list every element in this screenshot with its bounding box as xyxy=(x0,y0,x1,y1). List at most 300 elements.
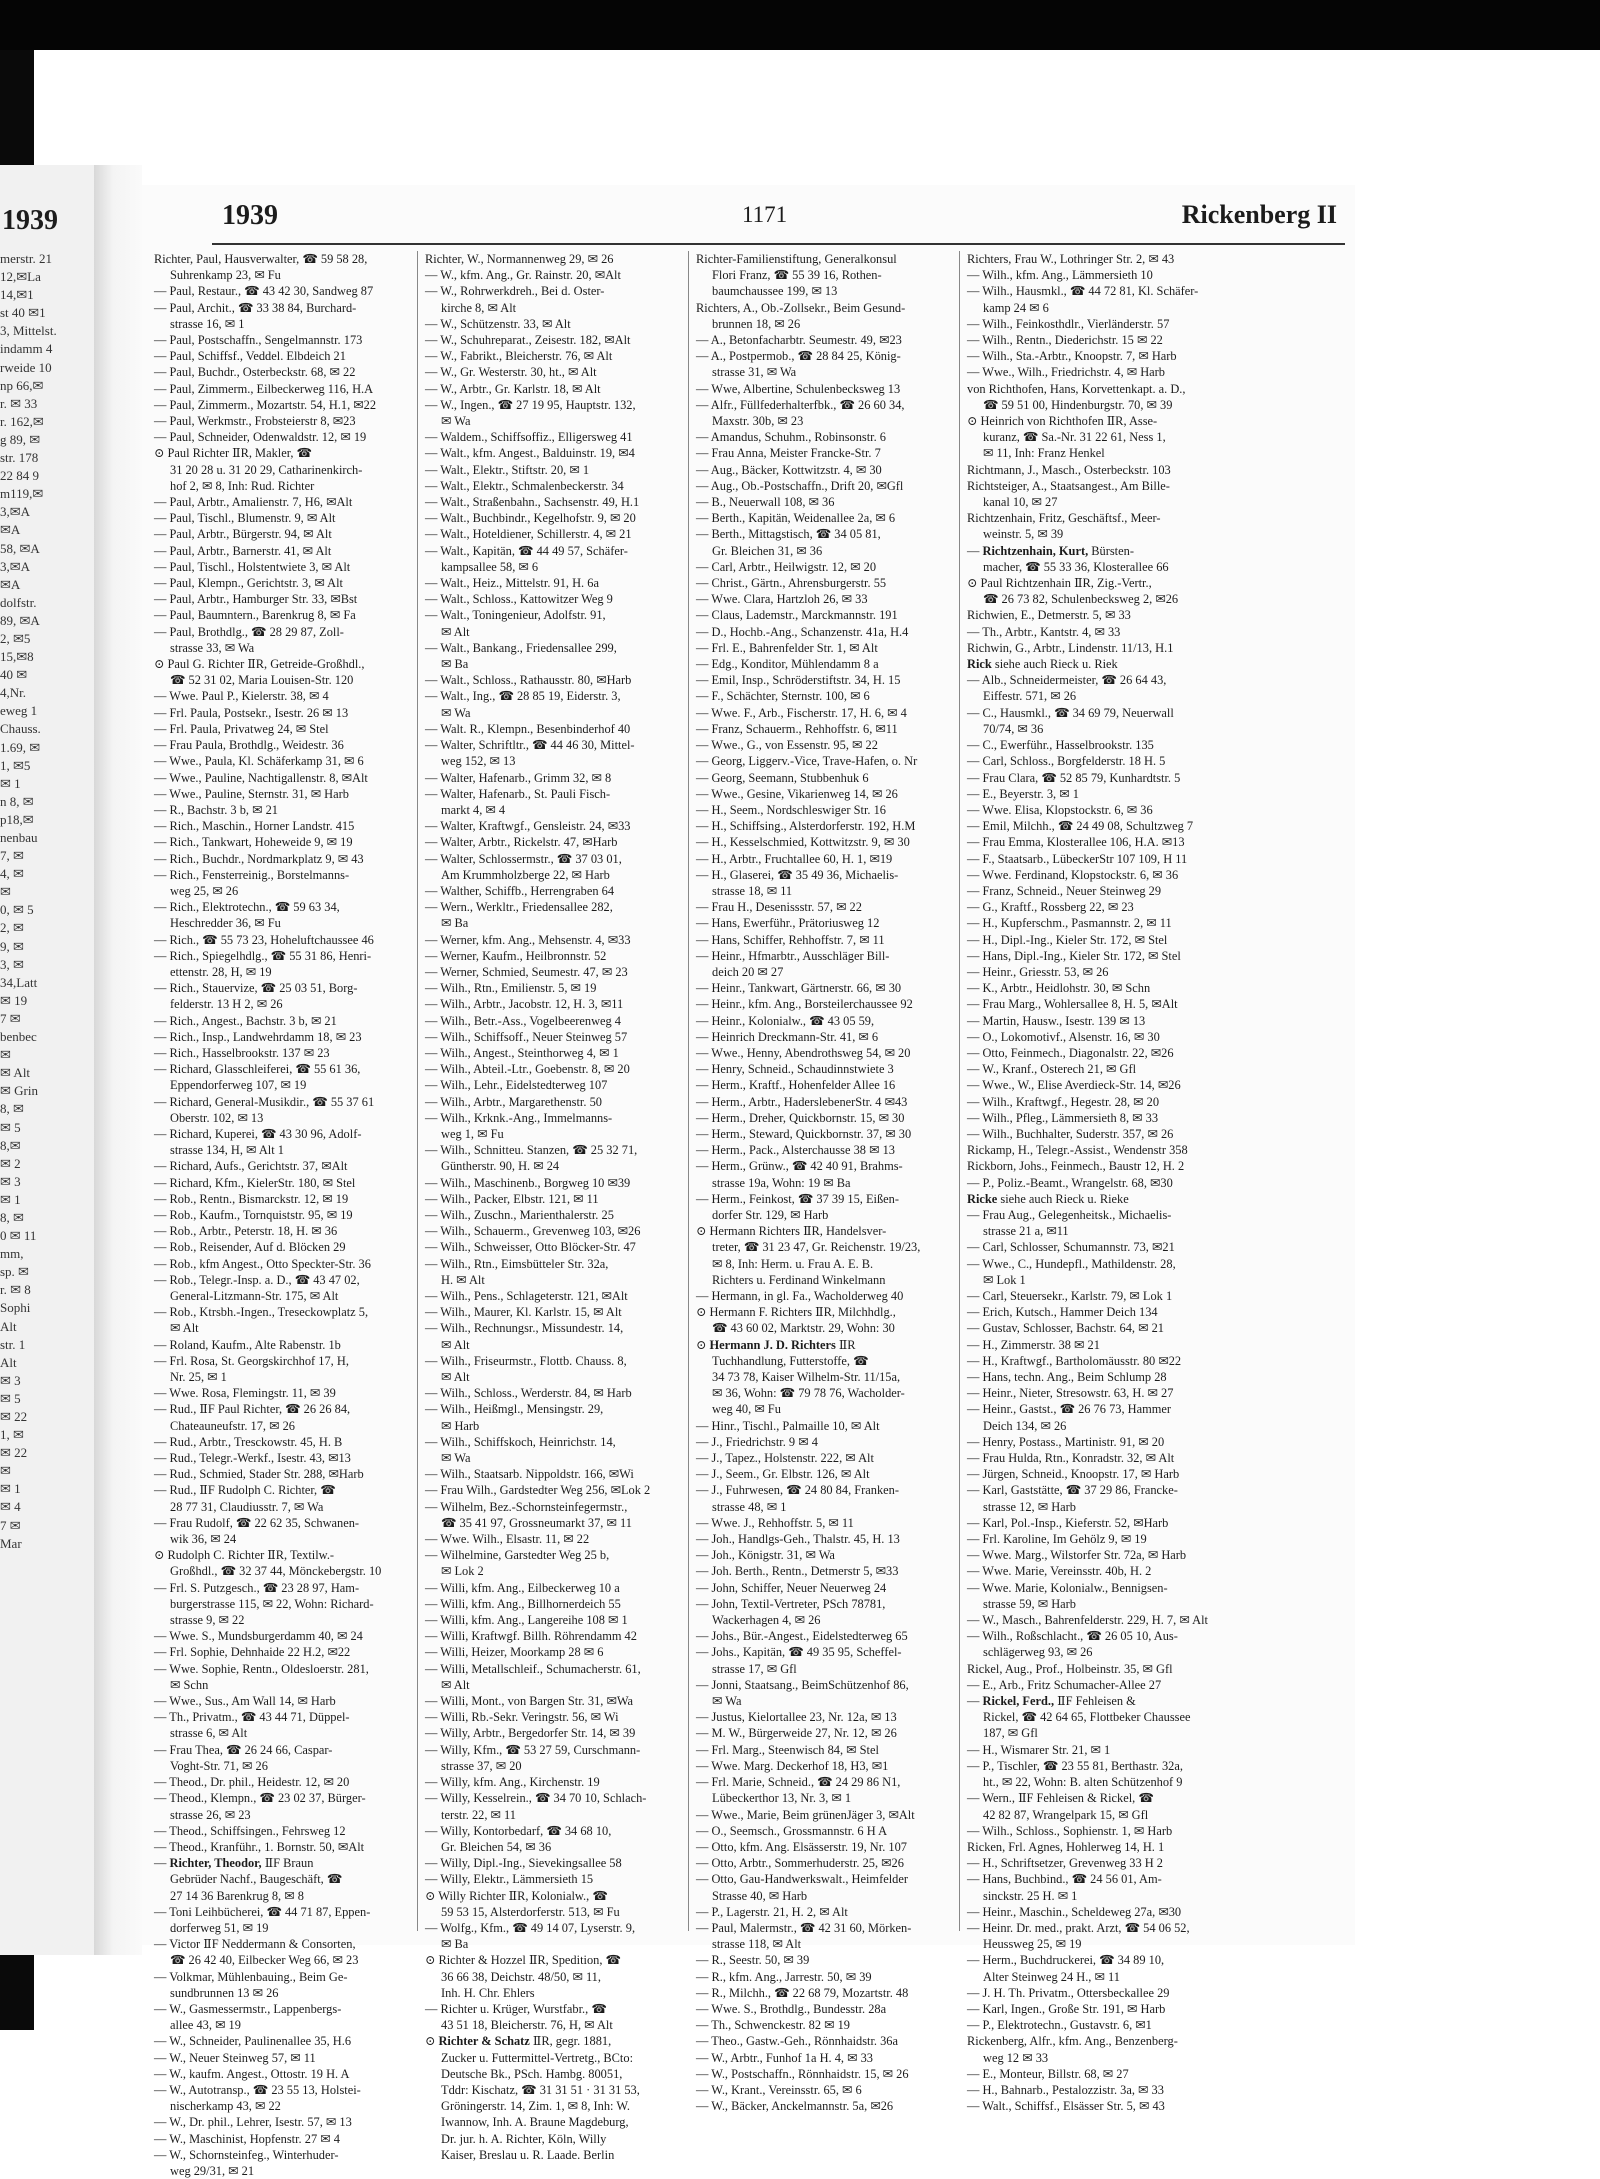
directory-entry-line: strasse 118, ✉ Alt xyxy=(712,1937,802,1952)
previous-page-line: 40 ✉ xyxy=(0,667,28,683)
directory-entry-line: ✉ Lok 2 xyxy=(441,1564,484,1579)
directory-entry-line: ⊙ Rudolph C. Richter ⅡR, Textilw.- xyxy=(154,1548,335,1563)
directory-entry-line: strasse 17, ✉ Gfl xyxy=(712,1661,797,1676)
directory-entry-line: ✉ Alt xyxy=(441,1370,470,1385)
directory-entry-line: — Frau Anna, Meister Francke-Str. 7 xyxy=(696,446,881,461)
directory-entry-line: — Heinr., Hfmarbtr., Ausschläger Bill- xyxy=(696,948,890,963)
directory-entry-line: strasse 59, ✉ Harb xyxy=(983,1596,1076,1611)
directory-entry-line: — Frl. Marie, Schneid., ☎ 24 29 86 N1, xyxy=(696,1775,901,1790)
previous-page-line: 1, ✉ xyxy=(0,1427,24,1443)
directory-entry-line: Heussweg 25, ✉ 19 xyxy=(983,1937,1082,1952)
column-divider xyxy=(688,251,689,1931)
previous-page-line: benbec xyxy=(0,1029,37,1045)
directory-entry-line: — Otto, Feinmech., Diagonalstr. 22, ✉26 xyxy=(967,1045,1174,1060)
directory-entry-line: Gr. Bleichen 31, ✉ 36 xyxy=(712,543,823,558)
directory-entry-line: — Rich., Maschin., Horner Landstr. 415 xyxy=(154,819,355,834)
directory-entry-line: — Willy, Kesselrein., ☎ 34 70 10, Schlach- xyxy=(425,1791,647,1806)
previous-page-line: ✉ Alt xyxy=(0,1065,31,1081)
previous-page-line: ✉ 5 xyxy=(0,1390,21,1406)
directory-entry-line: — Claus, Lademstr., Marckmannstr. 191 xyxy=(696,608,898,623)
directory-entry-line: — Willi, Rb.-Sekr. Veringstr. 56, ✉ Wi xyxy=(425,1710,619,1725)
previous-page-line: n 8, ✉ xyxy=(0,793,34,809)
directory-entry-line: 27 14 36 Barenkrug 8, ✉ 8 xyxy=(170,1888,304,1903)
directory-entry-line: baumchaussee 199, ✉ 13 xyxy=(712,284,838,299)
directory-entry-line: kamp 24 ✉ 6 xyxy=(983,300,1049,315)
directory-entry-line: — Walt., Schiffsf., Elsässer Str. 5, ✉ 43 xyxy=(967,2099,1165,2114)
directory-entry-line: ht., ✉ 22, Wohn: B. alten Schützenhof 9 xyxy=(983,1775,1183,1790)
previous-page-line: 4,Nr. xyxy=(0,685,26,701)
directory-entry-line: — Walt., Elektr., Stiftstr. 20, ✉ 1 xyxy=(425,462,590,477)
directory-entry-line: — P., Lagerstr. 21, H. 2, ✉ Alt xyxy=(696,1904,848,1919)
directory-entry-line: — Rich., Stauervize, ☎ 25 03 51, Borg- xyxy=(154,981,358,996)
directory-entry-line: — Walt., Ing., ☎ 28 85 19, Eiderstr. 3, xyxy=(425,689,621,704)
directory-entry-line: markt 4, ✉ 4 xyxy=(441,802,506,817)
directory-entry-line: — Wilh., Packer, Elbstr. 121, ✉ 11 xyxy=(425,1191,599,1206)
directory-entry-line: — W., Kranf., Osterech 21, ✉ Gfl xyxy=(967,1062,1137,1077)
directory-entry-line: kuranz, ☎ Sa.-Nr. 31 22 61, Ness 1, xyxy=(983,430,1166,445)
previous-page-line: ✉ 22 xyxy=(0,1445,28,1461)
directory-entry-line: Gebrüder Nachf., Baugeschäft, ☎ xyxy=(170,1872,343,1887)
directory-column-1 xyxy=(154,251,412,2178)
directory-entry-line: — Wilh., Roßschlacht., ☎ 26 05 10, Aus- xyxy=(967,1629,1178,1644)
directory-entry-line: — Th., Schwenckestr. 82 ✉ 19 xyxy=(696,2018,851,2033)
directory-entry-line: — Werner, Schmied, Seumestr. 47, ✉ 23 xyxy=(425,964,628,979)
directory-entry-line: — Wilh., Rechnungsr., Missundestr. 14, xyxy=(425,1321,624,1336)
directory-entry-line: — J., Seem., Gr. Elbstr. 126, ✉ Alt xyxy=(696,1467,870,1482)
directory-entry-line: — Rich., Insp., Landwehrdamm 18, ✉ 23 xyxy=(154,1029,362,1044)
directory-entry-line: — Joh. Berth., Rentn., Detmerstr 5, ✉33 xyxy=(696,1564,899,1579)
directory-entry-line: — Th., Arbtr., Kantstr. 4, ✉ 33 xyxy=(967,624,1121,639)
directory-entry-line: — Paul, Schneider, Odenwaldstr. 12, ✉ 19 xyxy=(154,430,367,445)
directory-entry-line: — C., Ewerführ., Hasselbrookstr. 135 xyxy=(967,738,1154,753)
directory-entry-line: Wackerhagen 4, ✉ 26 xyxy=(712,1613,821,1628)
directory-entry-line: — Richtzenhain, Kurt, Bürsten- xyxy=(967,543,1134,558)
directory-entry-line: — W., Schützenstr. 33, ✉ Alt xyxy=(425,316,571,331)
column-divider xyxy=(417,251,418,1931)
directory-entry-line: kirche 8, ✉ Alt xyxy=(441,300,517,315)
previous-page-line: mm, xyxy=(0,1246,24,1262)
directory-entry-line: — Paul, Werkmstr., Frobsteierstr 8, ✉23 xyxy=(154,414,356,429)
directory-entry-line: strasse 19a, Wohn: 19 ✉ Ba xyxy=(712,1175,851,1190)
directory-entry-line: — Rob., Reisender, Auf d. Blöcken 29 xyxy=(154,1240,346,1255)
directory-entry-line: — Walter, Arbtr., Rickelstr. 47, ✉Harb xyxy=(425,835,618,850)
directory-entry-line: Rickenberg, Alfr., kfm. Ang., Benzenberg- xyxy=(967,2034,1178,2049)
directory-entry-line: — W., Krant., Vereinsstr. 65, ✉ 6 xyxy=(696,2082,862,2097)
directory-entry-line: — O., Seemsch., Grossmannstr. 6 H A xyxy=(696,1823,888,1838)
directory-entry-line: — A., Betonfacharbtr. Seumestr. 49, ✉23 xyxy=(696,333,902,348)
directory-entry-line: — Walt., kfm. Angest., Balduinstr. 19, ✉4 xyxy=(425,446,635,461)
directory-entry-line: — H., Glaserei, ☎ 35 49 36, Michaelis- xyxy=(696,867,899,882)
directory-entry-line: — Wwe. Marg. Deckerhof 18, H3, ✉1 xyxy=(696,1758,889,1773)
previous-page-line: indamm 4 xyxy=(0,341,53,357)
directory-entry-line: ✉ Wa xyxy=(441,705,471,720)
directory-entry-line: — Paul, Klempn., Gerichtstr. 3, ✉ Alt xyxy=(154,576,343,591)
directory-entry-line: — Wilh., Rentn., Diederichstr. 15 ✉ 22 xyxy=(967,333,1163,348)
directory-entry-line: — Frau Wilh., Gardstedter Weg 256, ✉Lok 2 xyxy=(425,1483,651,1498)
directory-entry-line: 31 20 28 u. 31 20 29, Catharinenkirch- xyxy=(170,462,363,477)
directory-entry-line: — Wilh., Kraftwgf., Hegestr. 28, ✉ 20 xyxy=(967,1094,1160,1109)
directory-entry-line: kampsallee 58, ✉ 6 xyxy=(441,559,539,574)
directory-entry-line: — Wilh., Angest., Steinthorweg 4, ✉ 1 xyxy=(425,1045,619,1060)
directory-entry-line: — Frl. Marg., Steenwisch 84, ✉ Stel xyxy=(696,1742,879,1757)
directory-entry-line: hof 2, ✉ 8, Inh: Rud. Richter xyxy=(170,478,315,493)
directory-entry-line: — Walt., Kapitän, ☎ 44 49 57, Schäfer- xyxy=(425,543,628,558)
directory-entry-line: — Wilh., Arbtr., Margarethenstr. 50 xyxy=(425,1094,602,1109)
directory-entry-line: — Walt., Schloss., Rathausstr. 80, ✉Harb xyxy=(425,673,632,688)
directory-entry-line: — Walter, Kraftwgf., Gensleistr. 24, ✉33 xyxy=(425,819,631,834)
directory-entry-line: — Wilh., Schweisser, Otto Blöcker-Str. 47 xyxy=(425,1240,636,1255)
directory-entry-line: — Herm., Steward, Quickbornstr. 37, ✉ 30 xyxy=(696,1126,912,1141)
previous-page-line: 89, ✉A xyxy=(0,612,40,628)
directory-entry-line: 42 82 87, Wrangelpark 15, ✉ Gfl xyxy=(983,1807,1149,1822)
directory-entry-line: strasse 134, H, ✉ Alt 1 xyxy=(170,1143,284,1158)
directory-entry-line: — Joh., Handlgs-Geh., Thalstr. 45, H. 13 xyxy=(696,1532,900,1547)
directory-entry-line: — Wwe. S., Brothdlg., Bundesstr. 28a xyxy=(696,2001,887,2016)
directory-entry-line: — Willi, kfm. Ang., Langereihe 108 ✉ 1 xyxy=(425,1613,628,1628)
previous-page-line: 9, ✉ xyxy=(0,938,24,954)
directory-entry-line: — Walt., Toningenieur, Adolfstr. 91, xyxy=(425,608,606,623)
directory-entry-line: — Wwe. Sophie, Rentn., Oldesloerstr. 281, xyxy=(154,1661,369,1676)
directory-entry-line: — Richard, Aufs., Gerichtstr. 37, ✉Alt xyxy=(154,1159,348,1174)
directory-entry-line: terstr. 22, ✉ 11 xyxy=(441,1807,516,1822)
directory-entry-line: ✉ Alt xyxy=(170,1321,199,1336)
directory-entry-line: Dr. jur. h. A. Richter, Köln, Willy xyxy=(441,2131,607,2146)
previous-page-line: ✉ 2 xyxy=(0,1155,21,1171)
directory-entry-line: — G., Kraftf., Rossberg 22, ✉ 23 xyxy=(967,900,1134,915)
book-gutter xyxy=(94,165,142,1955)
directory-entry-line: Richtsteiger, A., Staatsangest., Am Bille- xyxy=(967,478,1170,493)
directory-entry-line: — Johs., Kapitän, ☎ 49 35 95, Scheffel- xyxy=(696,1645,902,1660)
directory-entry-line: — Wilh., Maschinenb., Borgweg 10 ✉39 xyxy=(425,1175,631,1190)
previous-page-line: Alt xyxy=(0,1318,17,1334)
directory-entry-line: — H., Wismarer Str. 21, ✉ 1 xyxy=(967,1742,1111,1757)
directory-entry-line: strasse 9, ✉ 22 xyxy=(170,1613,245,1628)
previous-page-line: ✉ Grin xyxy=(0,1083,38,1099)
directory-entry-line: — W., Autotransp., ☎ 23 55 13, Holstei- xyxy=(154,2082,361,2097)
directory-entry-line: — Frau Clara, ☎ 52 85 79, Kunhardtstr. 5 xyxy=(967,770,1181,785)
directory-entry-line: — Rickel, Ferd., ⅡF Fehleisen & xyxy=(967,1694,1136,1709)
directory-entry-line: — Heinr., Tankwart, Gärtnerstr. 66, ✉ 30 xyxy=(696,981,902,996)
directory-entry-line: — W., Gr. Westerstr. 30, ht., ✉ Alt xyxy=(425,365,597,380)
directory-entry-line: — Walt., Elektr., Schmalenbeckerstr. 34 xyxy=(425,478,624,493)
directory-entry-line: — Wwe., Gesine, Vikarienweg 14, ✉ 26 xyxy=(696,786,898,801)
directory-entry-line: — Paul, Zimmerm., Eilbeckerweg 116, H.A xyxy=(154,381,374,396)
directory-entry-line: — Richard, Kuperei, ☎ 43 30 96, Adolf- xyxy=(154,1126,362,1141)
directory-entry-line: — Richard, General-Musikdir., ☎ 55 37 61 xyxy=(154,1094,375,1109)
directory-entry-line: Nr. 25, ✉ 1 xyxy=(170,1370,227,1385)
directory-entry-line: Gröningerstr. 14, Zim. 1, ✉ 8, Inh: W. xyxy=(441,2099,631,2114)
directory-entry-line: — Richard, Kfm., KielerStr. 180, ✉ Stel xyxy=(154,1175,356,1190)
directory-entry-line: — John, Textil-Vertreter, PSch 78781, xyxy=(696,1596,886,1611)
directory-entry-line: — Wilh., Zuschn., Marienthalerstr. 25 xyxy=(425,1207,614,1222)
directory-entry-line: — H., Zimmerstr. 38 ✉ 21 xyxy=(967,1337,1100,1352)
directory-entry-line: — Paul, Buchdr., Osterbeckstr. 68, ✉ 22 xyxy=(154,365,356,380)
directory-entry-line: — Wwe. Paul P., Kielerstr. 38, ✉ 4 xyxy=(154,689,329,704)
directory-entry-line: — Wilh., Sta.-Arbtr., Knoopstr. 7, ✉ Harb xyxy=(967,349,1177,364)
directory-entry-line: ⊙ Hermann Richters ⅡR, Handelsver- xyxy=(696,1224,887,1239)
previous-page-line: ✉ xyxy=(0,1463,11,1479)
directory-entry-line: — Rob., Telegr.-Insp. a. D., ☎ 43 47 02, xyxy=(154,1272,360,1287)
directory-entry-line: Richter, W., Normannenweg 29, ✉ 26 xyxy=(425,252,614,266)
directory-entry-line: — Rich., Angest., Bachstr. 3 b, ✉ 21 xyxy=(154,1013,337,1028)
directory-entry-line: Rick siehe auch Rieck u. Riek xyxy=(967,657,1118,672)
directory-entry-line: ettenstr. 28, H, ✉ 19 xyxy=(170,964,272,979)
previous-page-line: 0, ✉ 5 xyxy=(0,902,34,918)
directory-entry-line: — W., Postschaffn., Rönnhaidstr. 15, ✉ 26 xyxy=(696,2066,909,2081)
directory-entry-line: Richtmann, J., Masch., Osterbeckstr. 103 xyxy=(967,462,1171,477)
directory-entry-line: ✉ Schn xyxy=(170,1677,209,1692)
directory-entry-line: — W., Neuer Steinweg 57, ✉ 11 xyxy=(154,2050,316,2065)
directory-entry-line: Rickel, Aug., Prof., Holbeinstr. 35, ✉ Gfl xyxy=(967,1661,1173,1676)
previous-page-line: eweg 1 xyxy=(0,703,38,719)
directory-entry-line: — D., Hochb.-Ang., Schanzenstr. 41a, H.4 xyxy=(696,624,909,639)
directory-page xyxy=(142,185,1355,2178)
directory-entry-line: — Paul, Malermstr., ☎ 42 31 60, Mörken- xyxy=(696,1920,912,1935)
directory-entry-line: Tddr: Kischatz, ☎ 31 31 51 · 31 31 53, xyxy=(441,2082,640,2097)
directory-entry-line: ✉ Alt xyxy=(441,624,470,639)
directory-entry-line: — Aug., Ob.-Postschaffn., Drift 20, ✉Gfl xyxy=(696,478,904,493)
directory-entry-line: Flori Franz, ☎ 55 39 16, Rothen- xyxy=(712,268,882,283)
directory-entry-line: ✉ 8, Inh: Herm. u. Frau A. E. B. xyxy=(712,1256,874,1271)
column-divider xyxy=(959,251,960,1931)
previous-page-line: r. 162,✉ xyxy=(0,413,44,429)
directory-entry-line: — Jonni, Staatsang., BeimSchützenhof 86, xyxy=(696,1677,909,1692)
previous-page-line: 8,✉ xyxy=(0,1137,21,1153)
directory-entry-line: — Walther, Schiffb., Herrengraben 64 xyxy=(425,883,615,898)
directory-entry-line: — K., Arbtr., Heidlohstr. 30, ✉ Schn xyxy=(967,981,1151,996)
directory-entry-line: — Herm., Kraftf., Hohenfelder Allee 16 xyxy=(696,1078,896,1093)
directory-entry-line: — Heinr. Dr. med., prakt. Arzt, ☎ 54 06 52, xyxy=(967,1920,1190,1935)
directory-entry-line: — Theo., Gastw.-Geh., Rönnhaidstr. 36a xyxy=(696,2034,899,2049)
directory-entry-line: — Willy, kfm. Ang., Kirchenstr. 19 xyxy=(425,1775,600,1790)
directory-entry-line: — Willi, Kraftwgf. Billh. Röhrendamm 42 xyxy=(425,1629,637,1644)
directory-entry-line: — Wilh., Schnitteu. Stanzen, ☎ 25 32 71, xyxy=(425,1143,638,1158)
previous-page-line: ✉ 19 xyxy=(0,992,28,1008)
directory-entry-line: — Otto, kfm. Ang. Elsässerstr. 19, Nr. 107 xyxy=(696,1839,907,1854)
directory-entry-line: ⊙ Paul G. Richter ⅡR, Getreide-Großhdl., xyxy=(154,657,365,672)
directory-entry-line: — Wwe. J., Rehhoffstr. 5, ✉ 11 xyxy=(696,1515,854,1530)
directory-entry-line: — Rob., kfm Angest., Otto Speckter-Str. 36 xyxy=(154,1256,371,1271)
directory-entry-line: sinckstr. 25 H. ✉ 1 xyxy=(983,1888,1078,1903)
directory-entry-line: — Hans, Buchbind., ☎ 24 56 01, Am- xyxy=(967,1872,1162,1887)
directory-entry-line: Lübeckerthor 13, Nr. 3, ✉ 1 xyxy=(712,1791,852,1806)
directory-entry-line: — Rich., Tankwart, Hoheweide 9, ✉ 19 xyxy=(154,835,353,850)
directory-entry-line: felderstr. 13 H 2, ✉ 26 xyxy=(170,997,283,1012)
previous-page-line: sp. ✉ xyxy=(0,1264,29,1280)
directory-entry-line: Deutsche Bk., PSch. Hambg. 80051, xyxy=(441,2066,623,2081)
directory-entry-line: — Wilh., Feinkosthdlr., Vierländerstr. 57 xyxy=(967,316,1170,331)
directory-entry-line: 43 51 18, Bleicherstr. 76, H, ✉ Alt xyxy=(441,2018,613,2033)
directory-entry-line: — Wilh., Pfleg., Lämmersieth 8, ✉ 33 xyxy=(967,1110,1159,1125)
directory-entry-line: — Willi, kfm. Ang., Eilbeckerweg 10 a xyxy=(425,1580,620,1595)
previous-page-line: 12,✉La xyxy=(0,269,41,285)
directory-column-2 xyxy=(425,251,683,2162)
directory-entry-line: Zucker u. Futtermittel-Vertretg., BCto: xyxy=(441,2050,634,2065)
directory-entry-line: — F., Staatsarb., LübeckerStr 107 109, H 11 xyxy=(967,851,1188,866)
directory-entry-line: Kaiser, Breslau u. R. Laade. Berlin xyxy=(441,2147,615,2162)
directory-entry-line: strasse 18, ✉ 11 xyxy=(712,883,793,898)
previous-page-line: nenbau xyxy=(0,830,38,845)
directory-entry-line: — Wilh., Buchhalter, Suderstr. 357, ✉ 26 xyxy=(967,1126,1174,1141)
previous-page-line: m119,✉ xyxy=(0,486,44,502)
directory-entry-line: Richters, Frau W., Lothringer Str. 2, ✉ 43 xyxy=(967,252,1175,266)
directory-entry-line: — Johs., Bür.-Angest., Eidelstedterweg 65 xyxy=(696,1629,908,1644)
previous-page-line: Sophi xyxy=(0,1300,31,1316)
directory-entry-line: — Wilh., Hausmkl., ☎ 44 72 81, Kl. Schäfer- xyxy=(967,284,1199,299)
directory-entry-line: — Wwe., Marie, Beim grünenJäger 3, ✉Alt xyxy=(696,1807,915,1822)
previous-page-line: g 89, ✉ xyxy=(0,431,41,447)
scan-border-top xyxy=(0,0,1600,50)
directory-entry-line: strasse 33, ✉ Wa xyxy=(170,640,255,655)
directory-entry-line: ⊙ Paul Richtzenhain ⅡR, Zig.-Vertr., xyxy=(967,576,1152,591)
directory-entry-line: — Rud., ⅡF Rudolph C. Richter, ☎ xyxy=(154,1483,336,1498)
previous-page-line: 58, ✉A xyxy=(0,540,40,556)
directory-entry-line: General-Litzmann-Str. 175, ✉ Alt xyxy=(170,1289,339,1303)
previous-page-line: 8, ✉ xyxy=(0,1101,24,1117)
directory-entry-line: — H., Kupferschm., Pasmannstr. 2, ✉ 11 xyxy=(967,916,1172,931)
directory-entry-line: — Willy, Kontorbedarf, ☎ 34 68 10, xyxy=(425,1823,612,1838)
directory-entry-line: — Martin, Hausw., Isestr. 139 ✉ 13 xyxy=(967,1013,1146,1028)
previous-page-strip xyxy=(0,165,96,1955)
directory-entry-line: macher, ☎ 55 33 36, Klosterallee 66 xyxy=(983,559,1169,574)
previous-page-line: ✉ 3 xyxy=(0,1372,21,1388)
directory-entry-line: strasse 37, ✉ 20 xyxy=(441,1758,522,1773)
directory-entry-line: — R., Seestr. 50, ✉ 39 xyxy=(696,1953,810,1968)
directory-entry-line: — Walter, Hafenarb., Grimm 32, ✉ 8 xyxy=(425,770,612,785)
directory-entry-line: — Werner, Kaufm., Heilbronnstr. 52 xyxy=(425,948,607,963)
directory-entry-line: strasse 16, ✉ 1 xyxy=(170,316,245,331)
directory-entry-line: — Wilh., Schiffskoch, Heinrichstr. 14, xyxy=(425,1434,616,1449)
previous-page-line: ✉A xyxy=(0,576,21,592)
previous-page-line: ✉ 1 xyxy=(0,1481,21,1497)
directory-entry-line: weg 25, ✉ 26 xyxy=(170,883,239,898)
page-number: 1171 xyxy=(742,202,788,227)
directory-entry-line: ⊙ Paul Richter ⅡR, Makler, ☎ xyxy=(154,446,312,461)
directory-entry-line: — Walt., Straßenbahn., Sachsenstr. 49, H.1 xyxy=(425,495,640,510)
directory-entry-line: — Willi, kfm. Ang., Billhornerdeich 55 xyxy=(425,1596,621,1611)
directory-entry-line: — Wilh., Heißmgl., Mensingstr. 29, xyxy=(425,1402,604,1417)
directory-entry-line: — Victor ⅡF Neddermann & Consorten, xyxy=(154,1937,356,1952)
directory-entry-line: — W., kfm. Ang., Gr. Rainstr. 20, ✉Alt xyxy=(425,268,621,283)
directory-entry-line: — Hans, techn. Ang., Beim Schlump 28 xyxy=(967,1370,1167,1385)
previous-page-text xyxy=(0,250,92,1553)
directory-entry-line: — W., Ingen., ☎ 27 19 95, Hauptstr. 132, xyxy=(425,397,636,412)
directory-entry-line: strasse 48, ✉ 1 xyxy=(712,1499,787,1514)
directory-entry-line: — Walt., Bankang., Friedensallee 299, xyxy=(425,640,617,655)
directory-entry-line: — Th., Privatm., ☎ 43 44 71, Düppel- xyxy=(154,1710,350,1725)
directory-entry-line: strasse 26, ✉ 23 xyxy=(170,1807,251,1822)
directory-entry-line: — Wwe. Elisa, Klopstockstr. 6, ✉ 36 xyxy=(967,802,1153,817)
directory-entry-line: ✉ Wa xyxy=(441,414,471,429)
directory-entry-line: Eppendorferweg 107, ✉ 19 xyxy=(170,1078,307,1093)
directory-entry-line: — Wilh., Pens., Schlageterstr. 121, ✉Alt xyxy=(425,1289,628,1303)
previous-page-line: 0 ✉ 11 xyxy=(0,1228,37,1244)
directory-entry-line: 187, ✉ Gfl xyxy=(983,1726,1038,1741)
directory-entry-line: — Herm., Grünw., ☎ 42 40 91, Brahms- xyxy=(696,1159,903,1174)
directory-entry-line: Iwannow, Inh. A. Braune Magdeburg, xyxy=(441,2115,629,2130)
directory-entry-line: — Wilh., Betr.-Ass., Vogelbeerenweg 4 xyxy=(425,1013,622,1028)
page-year: 1939 xyxy=(222,200,278,231)
directory-entry-line: ✉ 36, Wohn: ☎ 79 78 76, Wacholder- xyxy=(712,1386,905,1401)
directory-entry-line: — Carl, Schloss., Borgfelderstr. 18 H. 5 xyxy=(967,754,1166,769)
directory-column-4 xyxy=(967,251,1225,2114)
directory-entry-line: — Toni Leihbücherei, ☎ 44 71 87, Eppen- xyxy=(154,1904,371,1919)
directory-entry-line: — Rich., Buchdr., Nordmarkplatz 9, ✉ 43 xyxy=(154,851,364,866)
directory-entry-line: — Wwe., W., Elise Averdieck-Str. 14, ✉26 xyxy=(967,1078,1181,1093)
directory-entry-line: — Willy, Dipl.-Ing., Sievekingsallee 58 xyxy=(425,1856,622,1871)
directory-entry-line: — Frl. Sophie, Dehnhaide 22 H.2, ✉22 xyxy=(154,1645,351,1660)
directory-entry-line: ☎ 35 41 97, Grossneumarkt 37, ✉ 11 xyxy=(441,1515,632,1530)
directory-entry-line: — Frau Rudolf, ☎ 22 62 35, Schwanen- xyxy=(154,1515,360,1530)
directory-entry-line: — Wilh., Staatsarb. Nippoldstr. 166, ✉Wi xyxy=(425,1467,634,1482)
directory-entry-line: dorferweg 51, ✉ 19 xyxy=(170,1920,269,1935)
directory-entry-line: — Rich., ☎ 55 73 23, Hoheluftchaussee 46 xyxy=(154,932,374,947)
directory-entry-line: — H., Seem., Nordschleswiger Str. 16 xyxy=(696,802,886,817)
directory-entry-line: — Paul, Brothdlg., ☎ 28 29 87, Zoll- xyxy=(154,624,344,639)
directory-entry-line: — Frl. Paula, Privatweg 24, ✉ Stel xyxy=(154,721,329,736)
directory-entry-line: Chateauneufstr. 17, ✉ 26 xyxy=(170,1418,295,1433)
previous-page-line: p18,✉ xyxy=(0,811,34,827)
directory-entry-line: ✉ Alt xyxy=(441,1337,470,1352)
previous-page-line: 2, ✉5 xyxy=(0,630,31,646)
directory-entry-line: — Walter, Schlossermstr., ☎ 37 03 01, xyxy=(425,851,622,866)
directory-entry-line: — Joh., Königstr. 31, ✉ Wa xyxy=(696,1548,835,1563)
directory-entry-line: — Willy, Kfm., ☎ 53 27 59, Curschmann- xyxy=(425,1742,641,1757)
directory-entry-line: — W., Rohrwerkdreh., Bei d. Oster- xyxy=(425,284,605,299)
directory-entry-line: — Wilhelm, Bez.-Schornsteinfegermstr., xyxy=(425,1499,628,1514)
directory-entry-line: — Berth., Kapitän, Weidenallee 2a, ✉ 6 xyxy=(696,511,896,526)
directory-entry-line: — Wwe. Marie, Kolonialw., Bennigsen- xyxy=(967,1580,1168,1595)
directory-entry-line: wik 36, ✉ 24 xyxy=(170,1532,237,1547)
directory-entry-line: — E., Beyerstr. 3, ✉ 1 xyxy=(967,786,1079,801)
directory-entry-line: — Frl. Karoline, Im Gehölz 9, ✉ 19 xyxy=(967,1532,1147,1547)
directory-entry-line: — B., Neuerwall 108, ✉ 36 xyxy=(696,495,835,510)
directory-entry-line: — Wwe., C., Hundepfl., Mathildenstr. 28, xyxy=(967,1256,1176,1271)
directory-entry-line: von Richthofen, Hans, Korvettenkapt. a. D., xyxy=(967,381,1186,396)
directory-entry-line: — Heinr., Maschin., Scheldeweg 27a, ✉30 xyxy=(967,1904,1182,1919)
directory-entry-line: — Theod., Dr. phil., Heidestr. 12, ✉ 20 xyxy=(154,1775,350,1790)
directory-entry-line: — Frl. S. Putzgesch., ☎ 23 28 97, Ham- xyxy=(154,1580,360,1595)
directory-entry-line: — Herm., Pack., Alsterchausse 38 ✉ 13 xyxy=(696,1143,895,1158)
previous-page-line: ✉ 5 xyxy=(0,1119,21,1135)
directory-entry-line: Am Krummholzberge 22, ✉ Harb xyxy=(441,867,610,882)
directory-entry-line: — Frau H., Desenissstr. 57, ✉ 22 xyxy=(696,900,862,915)
directory-entry-line: — W., Dr. phil., Lehrer, Isestr. 57, ✉ 13 xyxy=(154,2115,352,2130)
previous-page-line: 7, ✉ xyxy=(0,848,24,864)
directory-entry-line: ☎ 52 31 02, Maria Louisen-Str. 120 xyxy=(170,673,354,688)
directory-entry-line: — Emil, Milchh., ☎ 24 49 08, Schultzweg 7 xyxy=(967,819,1194,834)
directory-entry-line: — E., Monteur, Billstr. 68, ✉ 27 xyxy=(967,2066,1129,2081)
directory-entry-line: — Walter, Schriftltr., ☎ 44 46 30, Mittel- xyxy=(425,738,635,753)
directory-entry-line: — Walt., Heiz., Mittelstr. 91, H. 6a xyxy=(425,576,599,591)
directory-entry-line: — W., Schornsteinfeg., Winterhuder- xyxy=(154,2147,339,2162)
directory-entry-line: — Willi, Heizer, Moorkamp 28 ✉ 6 xyxy=(425,1645,604,1660)
previous-page-line: rweide 10 xyxy=(0,359,52,375)
directory-entry-line: — Frau Marg., Wohlersallee 8, H. 5, ✉Alt xyxy=(967,997,1178,1012)
previous-page-line: 4, ✉ xyxy=(0,866,24,882)
directory-entry-line: — Wwe. Marg., Wilstorfer Str. 72a, ✉ Harb xyxy=(967,1548,1187,1563)
directory-entry-line: — A., Postpermob., ☎ 28 84 25, König- xyxy=(696,349,901,364)
previous-page-line: Chauss. xyxy=(0,721,41,737)
directory-entry-line: — Wilh., Schiffsoff., Neuer Steinweg 57 xyxy=(425,1029,628,1044)
directory-entry-line: — Paul, Arbtr., Hamburger Str. 33, ✉Bst xyxy=(154,592,358,607)
directory-entry-line: ☎ 26 42 40, Eilbecker Weg 66, ✉ 23 xyxy=(170,1953,359,1968)
directory-entry-line: Ricke siehe auch Rieck u. Rieke xyxy=(967,1191,1129,1206)
directory-entry-line: — J., Fuhrwesen, ☎ 24 80 84, Franken- xyxy=(696,1483,899,1498)
directory-entry-line: ✉ 11, Inh: Franz Henkel xyxy=(983,446,1105,461)
previous-page-line: 2, ✉ xyxy=(0,920,24,936)
directory-entry-line: — Rud., ⅡF Paul Richter, ☎ 26 26 84, xyxy=(154,1402,351,1417)
